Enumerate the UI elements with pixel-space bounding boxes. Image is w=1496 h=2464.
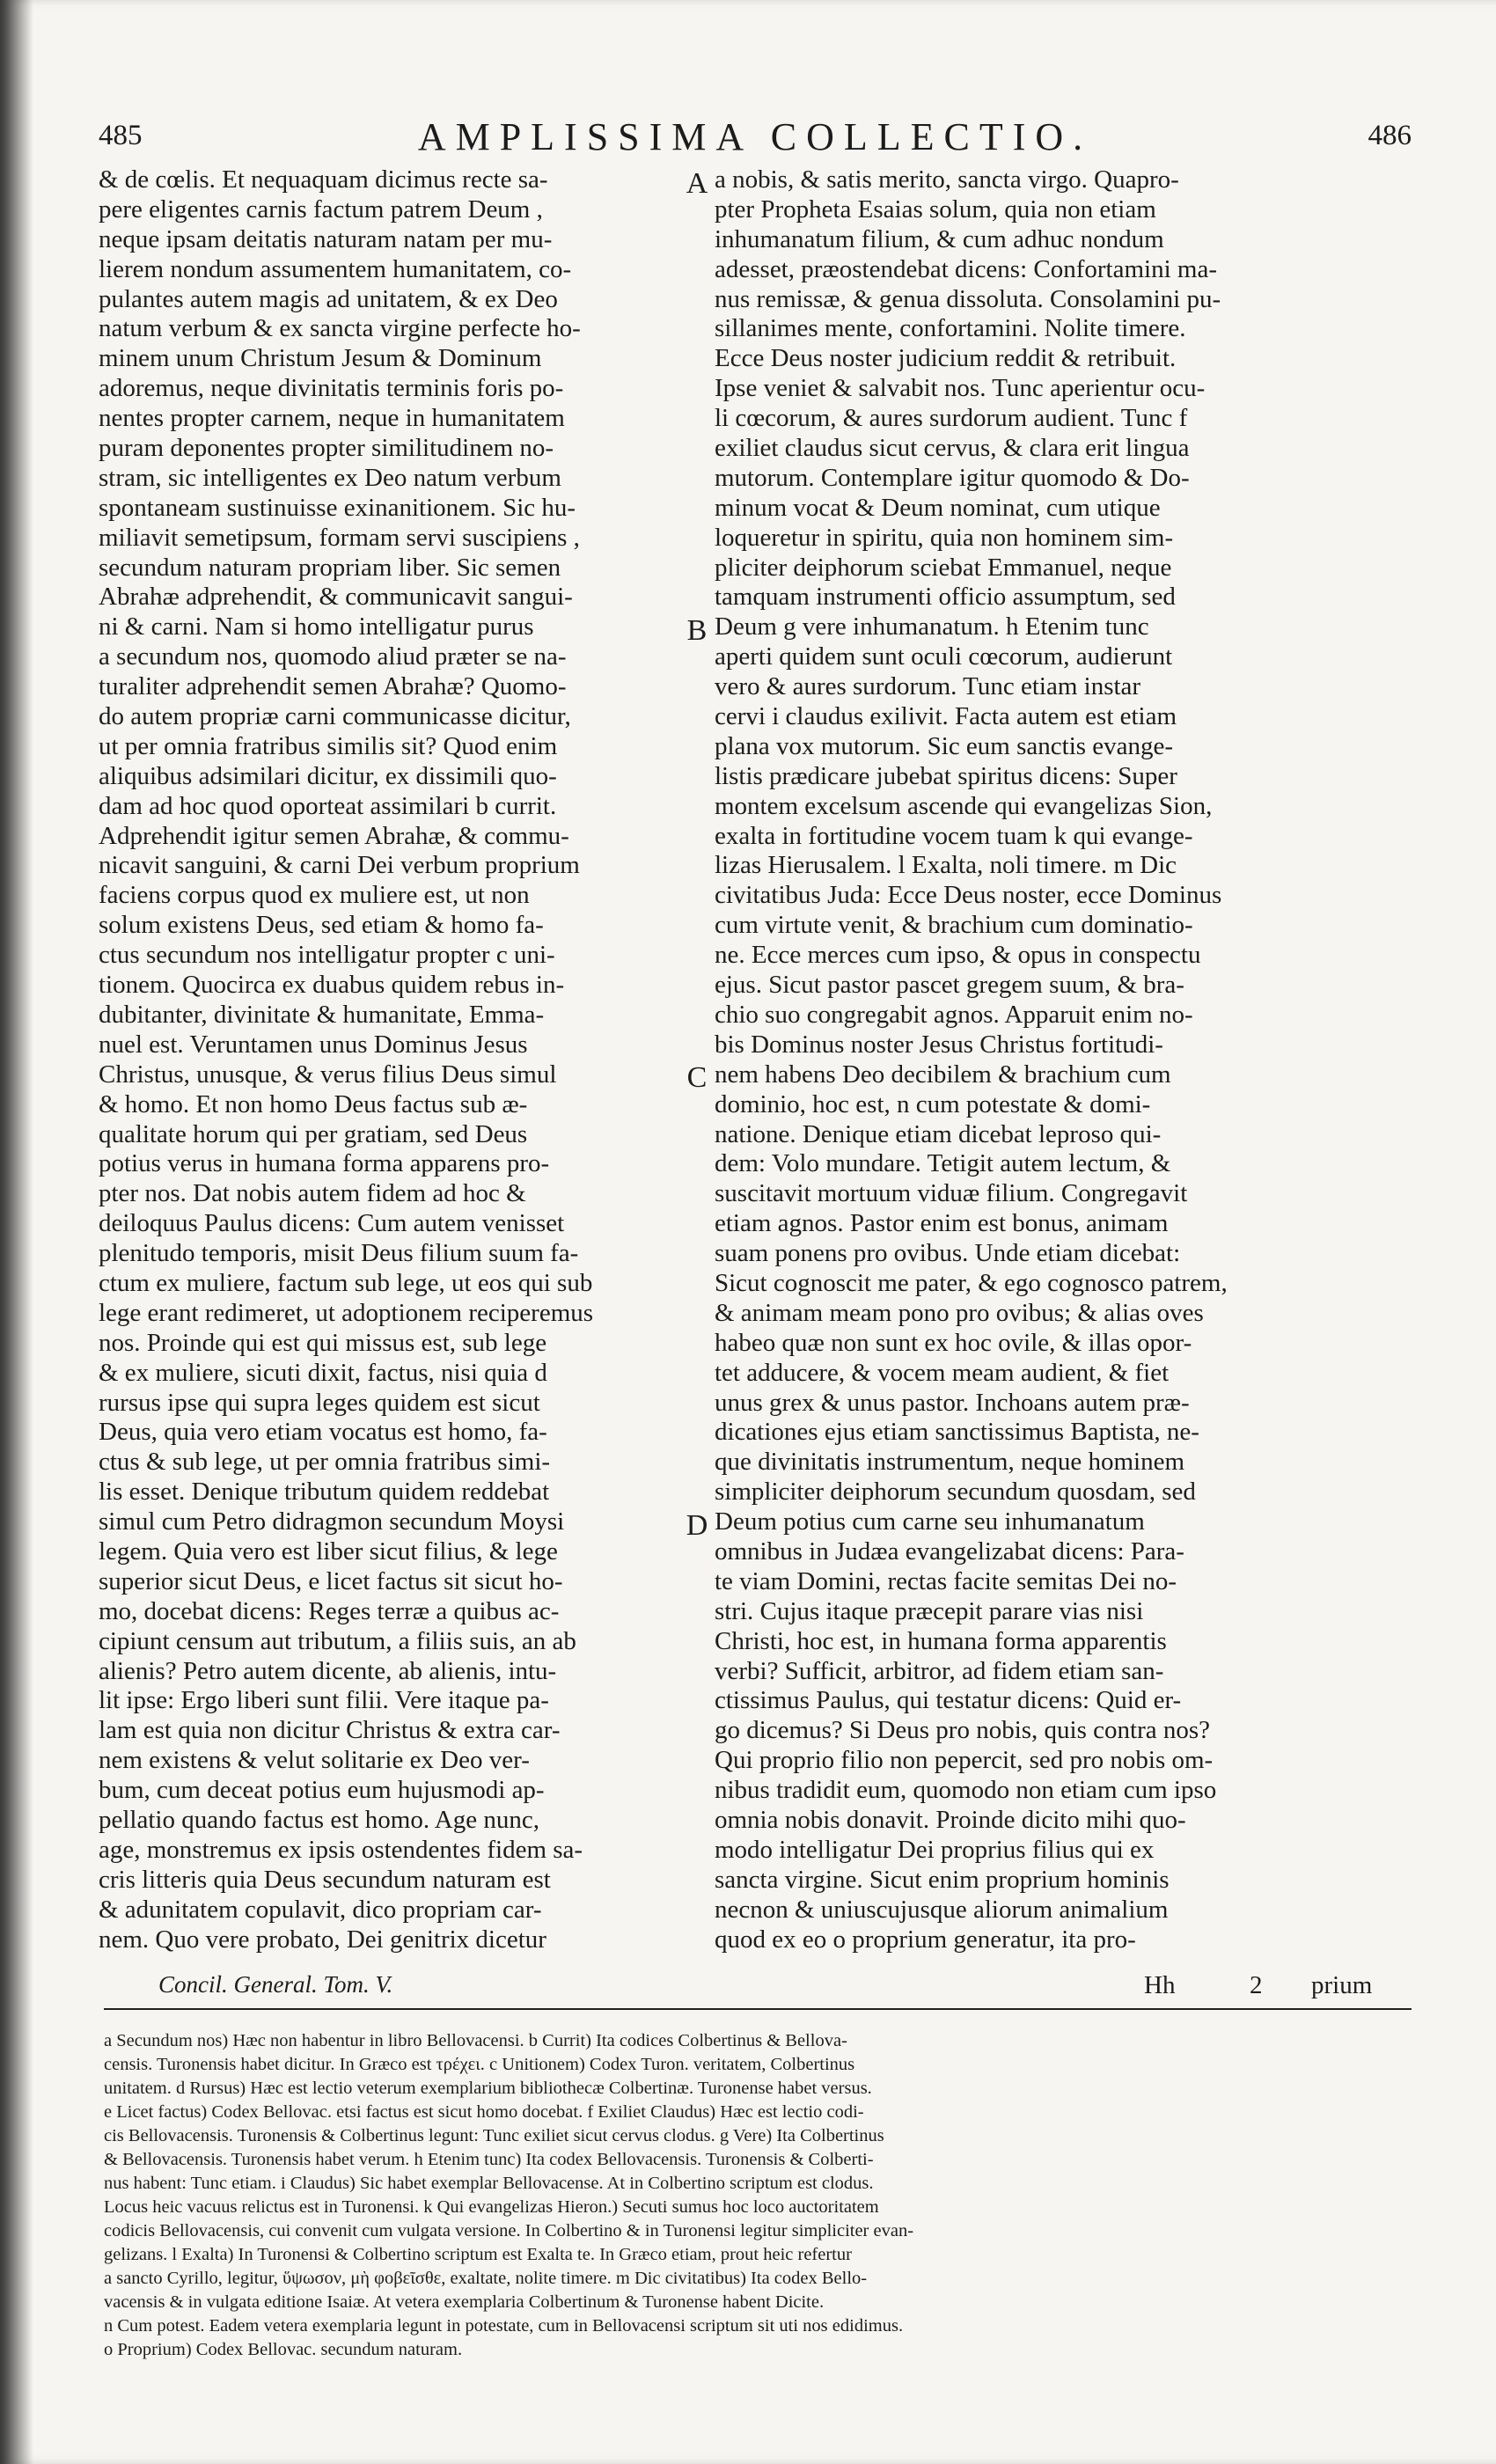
footnote-line: n Cum potest. Eadem vetera exemplaria legunt in potestate, cum in Bellovacensi scriptum sit uti nos edidimus.: [104, 2316, 904, 2336]
text-line: cum virtute venit, & brachium cum dominatio-: [715, 911, 1193, 940]
footnote-line: unitatem. d Rursus) Hæc est lectio veterum exemplarium bibliothecæ Colbertinæ. Turonense habet versus.: [104, 2079, 872, 2098]
text-line: rursus ipse qui supra leges quidem est sicut: [99, 1388, 540, 1417]
footnote-line: censis. Turonensis habet dicitur. In Græco est τρέχει. c Unitionem) Codex Turon. veritatem, Colbertinus: [104, 2055, 855, 2074]
text-line: ni & carni. Nam si homo intelligatur purus: [99, 612, 534, 642]
text-line: & homo. Et non homo Deus factus sub æ-: [99, 1089, 528, 1118]
footnote-line: & Bellovacensis. Turonensis habet verum. h Etenim tunc) Ita codex Bellovacensis. Turonensis & Colberti-: [104, 2150, 874, 2169]
text-line: natum verbum & ex sancta virgine perfecte ho-: [99, 314, 581, 343]
text-line: modo intelligatur Dei proprius filius qui ex: [715, 1835, 1155, 1864]
text-line: Ecce Deus noster judicium reddit & retribuit.: [715, 344, 1177, 373]
footnote-line: nus habent: Tunc etiam. i Claudus) Sic habet exemplar Bellovacense. At in Colbertino scriptum est clodus.: [104, 2174, 874, 2193]
text-line: age, monstremus ex ipsis ostendentes fidem sa-: [99, 1835, 583, 1864]
text-line: simul cum Petro didragmon secundum Moysi: [99, 1507, 565, 1536]
footnote-line: gelizans. l Exalta) In Turonensi & Colbertino scriptum est Exalta te. In Græco etiam, prout heic refertur: [104, 2245, 852, 2264]
catchword: prium: [1311, 1971, 1373, 1999]
text-line: nem habens Deo decibilem & brachium cum: [715, 1060, 1171, 1089]
text-line: nibus tradidit eum, quomodo non etiam cum ipso: [715, 1776, 1217, 1805]
text-line: Adprehendit igitur semen Abrahæ, & commu-: [99, 821, 569, 850]
text-line: exalta in fortitudine vocem tuam k qui evange-: [715, 821, 1193, 850]
text-line: montem excelsum ascende qui evangelizas Sion,: [715, 791, 1213, 820]
sheet-mark: Hh: [1144, 1971, 1176, 1999]
text-line: plana vox mutorum. Sic eum sanctis evange-: [715, 731, 1174, 760]
text-line: nicavit sanguini, & carni Dei verbum proprium: [99, 851, 580, 880]
margin-letter-a: A: [686, 167, 708, 200]
text-line: inhumanatum filium, & cum adhuc nondum: [715, 224, 1164, 253]
footnotes: [104, 2029, 1412, 2362]
text-line: unus grex & unus pastor. Inchoans autem præ-: [715, 1388, 1190, 1417]
text-line: quod ex eo o proprium generatur, ita pro-: [715, 1925, 1136, 1954]
text-line: deiloquus Paulus dicens: Cum autem venisset: [99, 1209, 565, 1238]
text-line: loqueretur in spiritu, quia non hominem sim-: [715, 523, 1174, 552]
text-line: ut per omnia fratribus similis sit? Quod enim: [99, 731, 558, 760]
text-line: suscitavit mortuum viduæ filium. Congregavit: [715, 1179, 1188, 1208]
text-line: & animam meam pono pro ovibus; & alias oves: [715, 1298, 1204, 1327]
text-line: superior sicut Deus, e licet factus sit sicut ho-: [99, 1566, 563, 1595]
text-line: ne. Ecce merces cum ipso, & opus in conspectu: [715, 941, 1201, 970]
text-line: dicationes ejus etiam sanctissimus Baptista, ne-: [715, 1418, 1199, 1447]
text-line: lam est quia non dicitur Christus & extra car-: [99, 1716, 561, 1745]
running-header: [99, 114, 1412, 167]
footnote-rule: [104, 2008, 1412, 2010]
text-line: lege erant redimeret, ut adoptionem reciperemus: [99, 1298, 594, 1327]
text-line: miliavit semetipsum, formam servi suscipiens ,: [99, 523, 580, 552]
text-line: Ipse veniet & salvabit nos. Tunc aperientur ocu-: [715, 374, 1206, 403]
text-line: verbi? Sufficit, arbitror, ad fidem etiam san-: [715, 1656, 1164, 1685]
text-line: a nobis, & satis merito, sancta virgo. Quapro-: [715, 165, 1179, 194]
text-line: alienis? Petro autem dicente, ab alienis, intu-: [99, 1656, 557, 1685]
text-line: nus remissæ, & genua dissoluta. Consolamini pu-: [715, 284, 1221, 313]
text-line: spontaneam sustinuisse exinanitionem. Sic hu-: [99, 493, 576, 522]
text-line: lit ipse: Ergo liberi sunt filii. Vere itaque pa-: [99, 1686, 549, 1715]
text-line: cervi i claudus exilivit. Facta autem est etiam: [715, 702, 1177, 731]
text-line: habeo quæ non sunt ex hoc ovile, & illas opor-: [715, 1328, 1192, 1357]
text-line: Deus, quia vero etiam vocatus est homo, fa-: [99, 1418, 547, 1447]
binding-shadow: [0, 0, 33, 2464]
page-number-left: 485: [99, 120, 143, 151]
text-line: stram, sic intelligentes ex Deo natum verbum: [99, 463, 561, 492]
text-line: nentes propter carnem, neque in humanitatem: [99, 404, 565, 433]
text-line: go dicemus? Si Deus pro nobis, quis contra nos?: [715, 1716, 1211, 1745]
text-line: Qui proprio filio non pepercit, sed pro nobis om-: [715, 1746, 1214, 1775]
footnote-line: a Secundum nos) Hæc non habentur in libro Bellovacensi. b Currit) Ita codices Colbertinus & Bellova-: [104, 2031, 847, 2050]
text-line: que divinitatis instrumentum, neque hominem: [715, 1448, 1185, 1477]
text-line: dem: Volo mundare. Tetigit autem lectum, &: [715, 1149, 1171, 1178]
text-line: Sicut cognoscit me pater, & ego cognosco patrem,: [715, 1268, 1228, 1297]
text-line: listis prædicare jubebat spiritus dicens: Super: [715, 761, 1177, 790]
text-line: ejus. Sicut pastor pascet gregem suum, & bra-: [715, 971, 1184, 1000]
text-line: te viam Domini, rectas facite semitas Dei no-: [715, 1566, 1177, 1595]
signature-line: Concil. General. Tom. V.: [158, 1971, 393, 1998]
text-line: exiliet claudus sicut cervus, & clara erit lingua: [715, 434, 1190, 463]
text-line: ctum ex muliere, factum sub lege, ut eos qui sub: [99, 1268, 593, 1297]
text-line: omnibus in Judæa evangelizabat dicens: Para-: [715, 1536, 1184, 1566]
footnote-line: Locus heic vacuus relictus est in Turonensi. k Qui evangelizas Hieron.) Secuti sumus hoc loco auctoritatem: [104, 2197, 879, 2217]
text-line: potius verus in humana forma apparens pro-: [99, 1149, 550, 1178]
text-line: Deum g vere inhumanatum. h Etenim tunc: [715, 612, 1149, 642]
text-line: li cœcorum, & aures surdorum audient. Tunc f: [715, 404, 1188, 433]
text-line: solum existens Deus, sed etiam & homo fa-: [99, 911, 544, 940]
text-line: mutorum. Contemplare igitur quomodo & Do-: [715, 463, 1190, 492]
text-line: aliquibus adsimilari dicitur, ex dissimili quo-: [99, 761, 557, 790]
text-line: simpliciter deiphorum secundum quosdam, sed: [715, 1478, 1196, 1507]
text-line: & de cœlis. Et nequaquam dicimus recte sa-: [99, 165, 548, 194]
text-line: Christi, hoc est, in humana forma apparentis: [715, 1626, 1167, 1655]
text-line: nem existens & velut solitarie ex Deo ver-: [99, 1746, 530, 1775]
text-line: dubitanter, divinitate & humanitate, Emma-: [99, 1000, 545, 1029]
text-line: neque ipsam deitatis naturam natam per mu-: [99, 224, 553, 253]
sheet-number: 2: [1250, 1971, 1263, 1999]
margin-letter-d: D: [686, 1509, 708, 1542]
text-line: aperti quidem sunt oculi cœcorum, audierunt: [715, 642, 1173, 671]
text-line: stri. Cujus itaque præcepit parare vias nisi: [715, 1596, 1144, 1625]
text-line: bis Dominus noster Jesus Christus fortitudi-: [715, 1030, 1163, 1059]
text-line: secundum naturam propriam liber. Sic semen: [99, 553, 561, 582]
text-line: ctissimus Paulus, qui testatur dicens: Quid er-: [715, 1686, 1182, 1715]
text-line: pter Propheta Esaias solum, quia non etiam: [715, 194, 1156, 224]
text-line: pere eligentes carnis factum patrem Deum ,: [99, 194, 543, 224]
footnote-line: o Proprium) Codex Bellovac. secundum naturam.: [104, 2340, 463, 2359]
text-line: qualitate horum qui per gratiam, sed Deus: [99, 1119, 528, 1148]
right-text-column: [715, 165, 1412, 1954]
text-line: pellatio quando factus est homo. Age nunc,: [99, 1805, 539, 1834]
text-line: Deum potius cum carne seu inhumanatum: [715, 1507, 1145, 1536]
text-line: bum, cum deceat potius eum hujusmodi ap-: [99, 1776, 545, 1805]
text-line: tamquam instrumenti officio assumptum, sed: [715, 583, 1176, 612]
text-line: adesset, præostendebat dicens: Confortamini ma-: [715, 254, 1217, 283]
text-line: faciens corpus quod ex muliere est, ut non: [99, 881, 530, 910]
text-line: ctus & sub lege, ut per omnia fratribus simi-: [99, 1448, 551, 1477]
text-line: suam ponens pro ovibus. Unde etiam dicebat:: [715, 1239, 1181, 1268]
margin-letter-b: B: [686, 614, 708, 647]
text-line: dominio, hoc est, n cum potestate & domi-: [715, 1089, 1151, 1118]
text-line: civitatibus Juda: Ecce Deus noster, ecce Dominus: [715, 881, 1222, 910]
text-line: plenitudo temporis, misit Deus filium suum fa-: [99, 1239, 579, 1268]
footnote-line: cis Bellovacensis. Turonensis & Colbertinus legunt: Tunc exiliet sicut cervus clodus. g Vere) Ita Colbertinus: [104, 2126, 884, 2145]
text-line: tionem. Quocirca ex duabus quidem rebus in-: [99, 971, 565, 1000]
sheet-signature: [1144, 1971, 1408, 2000]
footnote-line: codicis Bellovacensis, cui convenit cum vulgata versione. In Colbertino & in Turonensi legitur simpliciter evan-: [104, 2221, 914, 2240]
text-line: lierem nondum assumentem humanitatem, co-: [99, 254, 572, 283]
footnote-line: vacensis & in vulgata editione Isaiæ. At vetera exemplaria Colbertinum & Turonense habent Dicite.: [104, 2292, 825, 2312]
text-line: necnon & uniuscujusque aliorum animalium: [715, 1895, 1169, 1924]
text-line: omnia nobis donavit. Proinde dicito mihi quo-: [715, 1805, 1186, 1834]
text-line: Abrahæ adprehendit, & communicavit sangui-: [99, 583, 573, 612]
footnote-line: a sancto Cyrillo, legitur, ὕψωσον, μὴ φοβεῖσθε, exaltate, nolite timere. m Dic civitatibus) Ita codex Bello-: [104, 2269, 868, 2288]
text-line: adoremus, neque divinitatis terminis foris po-: [99, 374, 564, 403]
margin-letter-c: C: [686, 1061, 708, 1094]
text-line: lizas Hierusalem. l Exalta, noli timere. m Dic: [715, 851, 1177, 880]
text-line: etiam agnos. Pastor enim est bonus, animam: [715, 1209, 1169, 1238]
text-line: a secundum nos, quomodo aliud præter se na-: [99, 642, 567, 671]
text-line: dam ad hoc quod oporteat assimilari b currit.: [99, 791, 557, 820]
text-line: sancta virgine. Sicut enim proprium hominis: [715, 1865, 1170, 1894]
text-line: pter nos. Dat nobis autem fidem ad hoc &: [99, 1179, 526, 1208]
text-line: minem unum Christum Jesum & Dominum: [99, 344, 542, 373]
text-line: turaliter adprehendit semen Abrahæ? Quomo-: [99, 672, 567, 701]
text-line: minum vocat & Deum nominat, cum utique: [715, 493, 1161, 522]
text-line: sillanimes mente, confortamini. Nolite timere.: [715, 314, 1186, 343]
text-line: cipiunt censum aut tributum, a filiis suis, an ab: [99, 1626, 576, 1655]
text-line: legem. Quia vero est liber sicut filius, & lege: [99, 1536, 558, 1566]
text-line: nem. Quo vere probato, Dei genitrix dicetur: [99, 1925, 546, 1954]
text-line: cris litteris quia Deus secundum naturam est: [99, 1865, 551, 1894]
text-line: nos. Proinde qui est qui missus est, sub lege: [99, 1328, 547, 1357]
page-number-right: 486: [1368, 120, 1412, 151]
text-line: vero & aures surdorum. Tunc etiam instar: [715, 672, 1141, 701]
text-line: & ex muliere, sicuti dixit, factus, nisi quia d: [99, 1358, 547, 1387]
page-title: AMPLISSIMA COLLECTIO.: [417, 115, 1093, 158]
text-line: nuel est. Veruntamen unus Dominus Jesus: [99, 1030, 528, 1059]
text-line: natione. Denique etiam dicebat leproso qui-: [715, 1119, 1162, 1148]
text-line: pliciter deiphorum sciebat Emmanuel, neque: [715, 553, 1172, 582]
text-line: Christus, unusque, & verus filius Deus simul: [99, 1060, 557, 1089]
text-line: puram deponentes propter similitudinem no-: [99, 434, 554, 463]
text-line: do autem propriæ carni communicasse dicitur,: [99, 702, 571, 731]
text-line: & adunitatem copulavit, dico propriam car-: [99, 1895, 542, 1924]
text-line: pulantes autem magis ad unitatem, & ex Deo: [99, 284, 558, 313]
text-line: chio suo congregabit agnos. Apparuit enim no-: [715, 1000, 1193, 1029]
text-line: tet adducere, & vocem meam audient, & fiet: [715, 1358, 1170, 1387]
text-line: lis esset. Denique tributum quidem reddebat: [99, 1478, 550, 1507]
text-line: ctus secundum nos intelligatur propter c uni-: [99, 941, 555, 970]
text-line: mo, docebat dicens: Reges terræ a quibus ac-: [99, 1596, 560, 1625]
left-text-column: [99, 165, 679, 1954]
footnote-line: e Licet factus) Codex Bellovac. etsi factus est sicut homo docebat. f Exiliet Claudus) Hæc est lectio codi-: [104, 2102, 864, 2122]
